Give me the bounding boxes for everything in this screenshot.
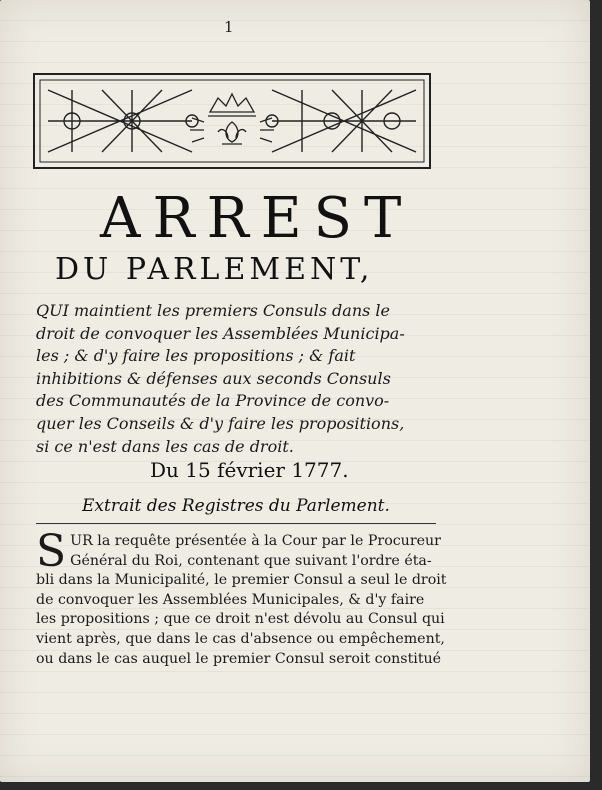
body-line: ou dans le cas auquel le premier Consul seroit constitué xyxy=(36,650,442,667)
summary-line: les ; & d'y faire les propositions ; & fait xyxy=(36,346,356,366)
extract-heading: Extrait des Registres du Parlement. xyxy=(82,496,390,516)
body-line: bli dans la Municipalité, le premier Consul a seul le droit xyxy=(36,572,447,589)
summary-line: quer les Conseils & d'y faire les propositions, xyxy=(36,413,405,433)
drop-cap: S xyxy=(36,526,67,577)
page-number: 1 xyxy=(224,18,234,36)
decree-date: Du 15 février 1777. xyxy=(150,458,349,482)
summary-line: QUI maintient les premiers Consuls dans le xyxy=(36,301,390,320)
body-line: Général du Roi, contenant que suivant l'ordre éta- xyxy=(70,552,432,569)
summary-line: si ce n'est dans les cas de droit. xyxy=(36,436,294,456)
document-subtitle: DU PARLEMENT, xyxy=(55,252,374,287)
divider xyxy=(36,523,436,524)
summary-line: des Communautés de la Province de convo- xyxy=(36,391,390,411)
summary-text xyxy=(36,300,436,458)
body-line: UR la requête présentée à la Cour par le Procureur xyxy=(70,533,441,549)
crown-fleur-de-lis-ornament xyxy=(32,72,432,170)
summary-line: droit de convoquer les Assemblées Municipa- xyxy=(36,323,405,343)
body-text xyxy=(36,526,447,669)
body-line: de convoquer les Assemblées Municipales, & d'y faire xyxy=(36,591,425,608)
body-line: les propositions ; que ce droit n'est dévolu au Consul qui xyxy=(36,611,445,628)
document-title: ARREST xyxy=(100,186,414,251)
body-line: vient après, que dans le cas d'absence ou empêchement, xyxy=(36,630,445,647)
summary-line: inhibitions & défenses aux seconds Consuls xyxy=(36,368,391,388)
